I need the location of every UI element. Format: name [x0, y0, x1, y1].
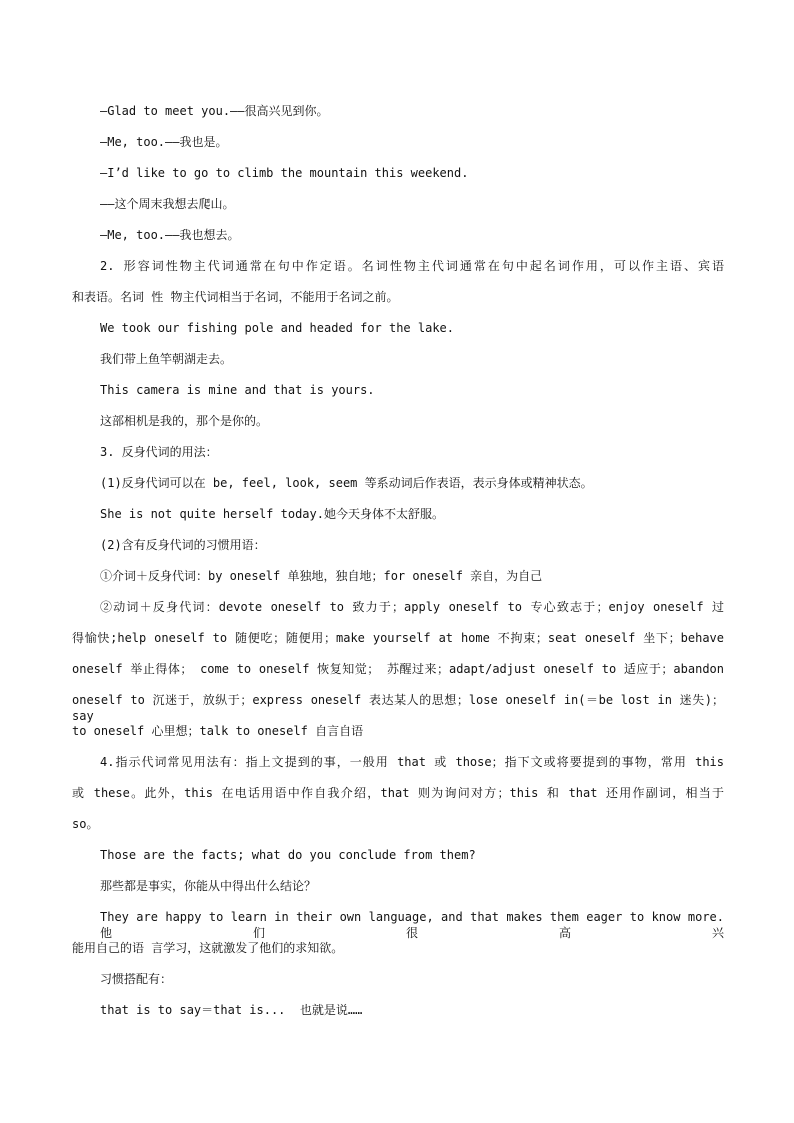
- section-3-rule-1: (1)反身代词可以在 be, feel, look, seem 等系动词后作表语，表示身体或精神状态。: [100, 476, 593, 490]
- dialogue-line-5: —Me, too.——我也想去。: [100, 228, 240, 242]
- idiom-item-2-cont: oneself to 沉迷于，放纵于；express oneself 表达某人的思想；lose oneself in(＝be lost in 迷失)；say: [72, 693, 724, 723]
- section-3-heading: 3. 反身代词的用法：: [100, 445, 218, 459]
- dialogue-line-4: ——这个周末我想去爬山。: [100, 197, 235, 211]
- example-sentence-en: We took our fishing pole and headed for the lake.: [100, 321, 455, 335]
- example-sentence-en: This camera is mine and that is yours.: [100, 383, 375, 397]
- section-4-text-cont: 或 these。此外，this 在电话用语中作自我介绍，that 则为询问对方；this 和 that 还用作副词，相当于: [72, 786, 724, 800]
- collocation-item: that is to say＝that is... 也就是说……: [100, 1003, 363, 1017]
- section-4-text-cont: so。: [72, 817, 99, 831]
- example-sentence: They are happy to learn in their own language, and that makes them eager to know more.他们很高兴: [100, 910, 724, 940]
- dialogue-line-1: —Glad to meet you.——很高兴见到你。: [100, 104, 329, 118]
- section-4-text: 4.指示代词常见用法有：指上文提到的事，一般用 that 或 those；指下文或将要提到的事物，常用 this: [100, 755, 724, 769]
- dialogue-line-3: —I’d like to go to climb the mountain this weekend.: [100, 166, 469, 180]
- example-sentence-cn: 这部相机是我的，那个是你的。: [100, 414, 269, 428]
- section-2-text-cont: 和表语。名词 性 物主代词相当于名词，不能用于名词之前。: [72, 290, 399, 304]
- example-sentence-cn: 我们带上鱼竿朝湖走去。: [100, 352, 233, 366]
- example-sentence-en: Those are the facts; what do you conclude from them?: [100, 848, 476, 862]
- example-sentence-cont: 能用自己的语 言学习，这就激发了他们的求知欲。: [72, 941, 344, 955]
- idiom-item-2-cont: 得愉快;help oneself to 随便吃；随便用；make yourself at home 不拘束；seat oneself 坐下；behave: [72, 631, 724, 645]
- idiom-item-2: ②动词＋反身代词：devote oneself to 致力于；apply oneself to 专心致志于；enjoy oneself 过: [100, 600, 724, 614]
- example-sentence-cn: 那些都是事实，你能从中得出什么结论？: [100, 879, 317, 893]
- collocation-heading: 习惯搭配有：: [100, 972, 173, 986]
- idiom-item-2-cont: to oneself 心里想；talk to oneself 自言自语: [72, 724, 364, 738]
- example-sentence: She is not quite herself today.她今天身体不太舒服。: [100, 507, 444, 521]
- dialogue-line-2: —Me, too.——我也是。: [100, 135, 228, 149]
- section-2-text: 2. 形容词性物主代词通常在句中作定语。名词性物主代词通常在句中起名词作用，可以作主语、宾语: [100, 259, 724, 273]
- section-3-rule-2: (2)含有反身代词的习惯用语：: [100, 538, 266, 552]
- idiom-item-1: ①介词＋反身代词：by oneself 单独地，独自地；for oneself 亲自，为自己: [100, 569, 543, 583]
- idiom-item-2-cont: oneself 举止得体； come to oneself 恢复知觉； 苏醒过来；adapt/adjust oneself to 适应于；abandon: [72, 662, 724, 676]
